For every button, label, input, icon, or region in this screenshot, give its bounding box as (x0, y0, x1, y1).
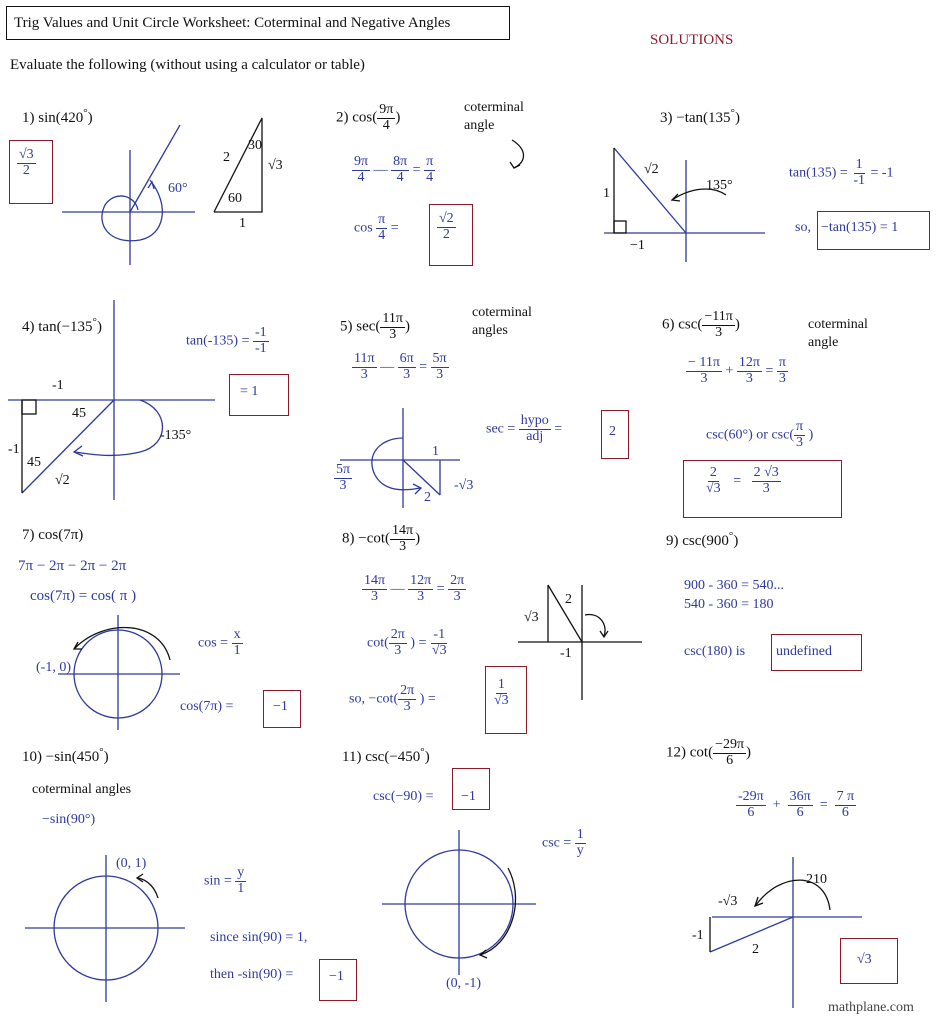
p3-tan-eq: tan(135) = $\frac{1}{-1}$ = -1 (789, 157, 894, 188)
p2-answer: $\frac{√2}{2}$ (439, 211, 454, 242)
p3-adj: −1 (630, 238, 645, 253)
p5-hyp: 1 (432, 444, 439, 459)
p8-steps: $\frac{14\pi}{3}$ — $\frac{12\pi}{3}$ = $\frac{2\pi}{3}$ (364, 573, 465, 604)
p12-diagram (710, 857, 862, 1008)
solutions-label: SOLUTIONS (650, 32, 734, 48)
p8-adj: -1 (560, 646, 572, 661)
p1-tri-30: 30 (248, 138, 262, 153)
p3-opp: 1 (603, 186, 610, 201)
p11-point: (0, -1) (446, 976, 481, 991)
p8-cot-eq: cot( $\frac{2\pi}{3}$ ) = $\frac{-1}{√3}$ (367, 627, 447, 658)
p9-answer: undefined (776, 644, 832, 659)
p4-opp: -1 (8, 442, 20, 457)
p3-so: so, (795, 220, 811, 235)
p1-tri-hyp: 2 (223, 150, 230, 165)
p3-diagram (604, 148, 765, 262)
p5-side3: -√3 (454, 478, 474, 493)
p4-answer: = 1 (240, 384, 259, 399)
instructions: Evaluate the following (without using a calculator or table) (10, 57, 365, 73)
p6-csc60: csc(60°) or csc( $\frac{\pi}{3}$ ) (706, 419, 814, 450)
p10-coterminal: −sin(90°) (42, 812, 96, 827)
worksheet-title: Trig Values and Unit Circle Worksheet: Coterminal and Negative Angles (14, 15, 451, 31)
p4-answer-box (229, 374, 289, 416)
p8-answer: $\frac{1}{√3}$ (494, 677, 509, 708)
p9-label: 9) csc(900°) (666, 530, 739, 549)
p12-opp: -√3 (718, 894, 738, 909)
p2-label: 2) cos( $\frac{9\pi}{4}$ ) (336, 102, 401, 133)
p11-answer: −1 (461, 789, 476, 804)
p12-angle: 210 (806, 872, 827, 887)
p4-hyp: √2 (55, 473, 70, 488)
p7-point: (-1, 0) (36, 660, 71, 675)
p1-angle: 60° (168, 181, 188, 196)
p7-cos-eq: cos = $\frac{x}{1}$ (198, 627, 241, 658)
p12-adj: -1 (692, 928, 704, 943)
p10-note: coterminal angles (32, 782, 132, 797)
p8-opp: √3 (524, 610, 539, 625)
footer-site: mathplane.com (828, 1000, 914, 1015)
p12-answer: √3 (857, 952, 872, 967)
p9-line2: 540 - 360 = 180 (684, 597, 774, 612)
p1-tri-opp: √3 (268, 158, 283, 173)
p5-steps: $\frac{11\pi}{3}$ — $\frac{6\pi}{3}$ = $\frac{5\pi}{3}$ (354, 351, 447, 382)
p5-diagram (340, 408, 460, 508)
p12-steps: $\frac{-29\pi}{6}$ + $\frac{36\pi}{6}$ = $\frac{7 \pi}{6}$ (738, 789, 855, 820)
p5-label: 5) sec( $\frac{11\pi}{3}$ ) (340, 311, 410, 342)
p10-point: (0, 1) (116, 856, 147, 871)
p4-45a: 45 (72, 406, 86, 421)
p4-label: 4) tan(−135°) (22, 316, 102, 335)
p11-eq: csc(−90) = (373, 789, 434, 804)
p8-diagram (518, 585, 642, 700)
p1-tri-adj: 1 (239, 216, 246, 231)
p5-sec-eq: sec = $\frac{\text{hypo}}{\text{adj}}$ = (486, 413, 563, 444)
p3-hyp: √2 (644, 162, 659, 177)
p11-diagram (382, 830, 536, 975)
p9-line3: csc(180) is (684, 644, 746, 659)
p7-answer: −1 (273, 699, 288, 714)
p8-hyp: 2 (565, 592, 572, 607)
p2-cos-eq: cos $\frac{\pi}{4}$ = (354, 212, 399, 243)
p9-line1: 900 - 360 = 540... (684, 578, 785, 593)
p5-side2: 2 (424, 490, 431, 505)
p12-label: 12) cot( $\frac{-29\pi}{6}$ ) (666, 737, 752, 768)
p11-csc-eq: csc = $\frac{1}{y}$ (542, 827, 584, 858)
p10-diagram (25, 855, 185, 1002)
p5-angle: $\frac{5\pi}{3}$ (336, 462, 351, 493)
p4-45b: 45 (27, 455, 41, 470)
p10-answer: −1 (329, 969, 344, 984)
p5-note: coterminal angles (472, 305, 532, 338)
p8-label: 8) −cot( $\frac{14\pi}{3}$ ) (342, 523, 421, 554)
p6-note: coterminal angle (808, 317, 868, 350)
p7-line2: cos(7π) = cos( π ) (30, 588, 137, 604)
p3-label: 3) −tan(135°) (660, 107, 740, 126)
p3-angle: 135° (706, 178, 733, 193)
p6-steps: $\frac{- 11\pi}{3}$ + $\frac{12\pi}{3}$ = $\frac{\pi}{3}$ (688, 355, 786, 386)
p4-tan-eq: tan(-135) = $\frac{-1}{-1}$ (186, 325, 267, 356)
p3-answer: −tan(135) = 1 (821, 220, 899, 235)
p5-answer: 2 (609, 424, 616, 439)
p7-answer-eq: cos(7π) = (180, 699, 234, 714)
p2-steps: $\frac{9\pi}{4}$ — $\frac{8\pi}{4}$ = $\frac{\pi}{4}$ (354, 154, 434, 185)
p2-arrow (512, 140, 524, 168)
p6-label: 6) csc( $\frac{-11\pi}{3}$ ) (662, 309, 740, 340)
p7-label: 7) cos(7π) (22, 527, 84, 543)
p2-note: coterminal angle (464, 100, 524, 133)
p1-answer: $\frac{√3}{2}$ (19, 147, 34, 178)
p11-label: 11) csc(−450°) (342, 746, 430, 765)
p4-adj: -1 (52, 378, 64, 393)
p7-diagram (58, 615, 180, 730)
p1-label: 1) sin(420°) (22, 107, 93, 126)
p10-label: 10) −sin(450°) (22, 746, 109, 765)
p4-angle: -135° (160, 428, 192, 443)
p8-so: so, −cot( $\frac{2\pi}{3}$ ) = (349, 683, 436, 714)
p10-sin-eq: sin = $\frac{y}{1}$ (204, 865, 245, 896)
p10-since: since sin(90) = 1, (210, 930, 308, 945)
p1-tri-60: 60 (228, 191, 242, 206)
p12-hyp: 2 (752, 942, 759, 957)
p10-then: then -sin(90) = (210, 967, 294, 982)
p7-line1: 7π − 2π − 2π − 2π (18, 558, 127, 574)
p6-answer: $\frac{2}{√3}$ = $\frac{2 √3}{3}$ (706, 465, 779, 496)
